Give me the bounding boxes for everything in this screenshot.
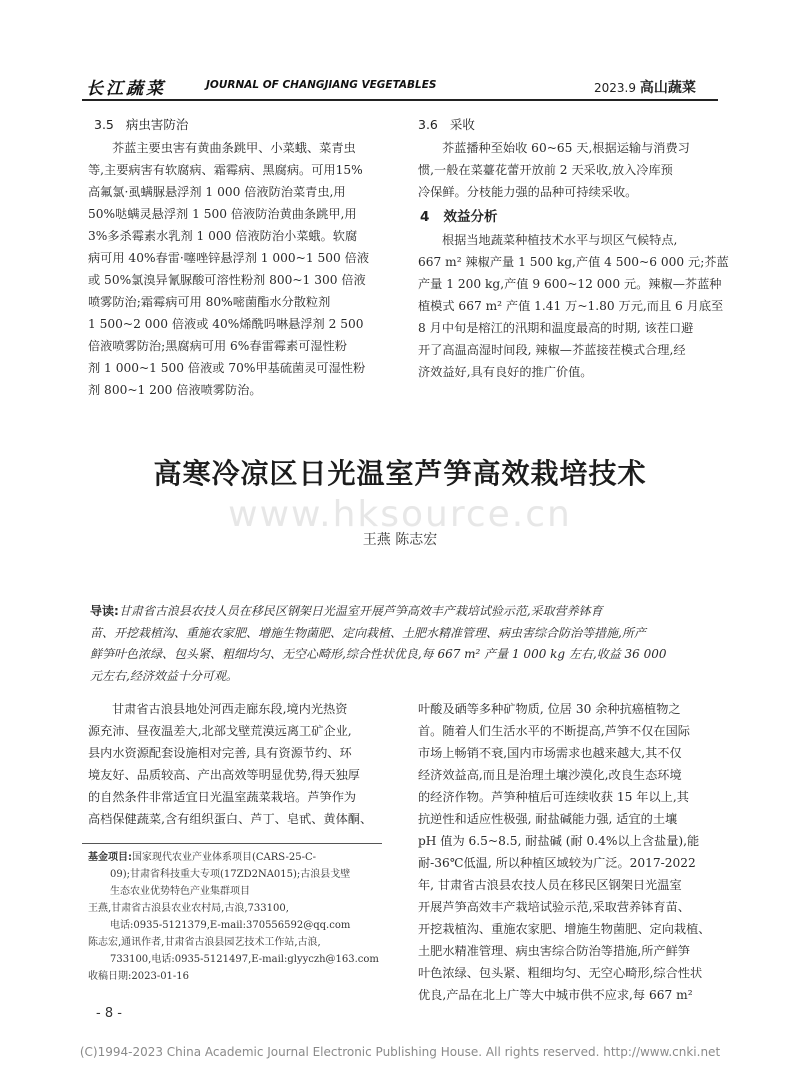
footnote-line: 生态农业优势特色产业集群项目 [110,886,250,897]
abstract-line: 鲜笋叶色浓绿、包头紧、粗细均匀、无空心畸形,综合性状优良,每 667 m² 产量 1 000 kg 左右,收益 36 000 [90,647,667,661]
authors: 王燕 陈志宏 [362,532,438,548]
abstract [90,601,667,687]
footnote-line: 733100,电话:0935-5121497,E-mail:glyyczh@163.com [110,954,379,965]
abstract-line: 元左右,经济效益十分可观。 [90,668,238,683]
footnotes [88,849,379,985]
section-3-5-body [88,137,369,401]
text-line: 耐-36℃低温, 所以种植区域较为广泛。2017-2022 [418,856,696,870]
received-date: 收稿日期:2023-01-16 [88,971,190,982]
section-4-body [418,229,729,383]
text-line: 开挖栽植沟、重施农家肥、增施生物菌肥、定向栽植、 [418,922,711,936]
text-line: 的自然条件非常适宜日光温室蔬菜栽培。芦笋作为 [88,790,357,804]
text-line: pH 值为 6.5~8.5, 耐盐碱 (耐 0.4%以上含盐量),能 [418,834,700,848]
text-line: 倍液喷雾防治;黑腐病可用 6%春雷霉素可湿性粉 [88,339,347,353]
section-title: 病虫害防治 [125,117,189,132]
section-title: 效益分析 [443,209,498,225]
text-line: 根据当地蔬菜种植技术水平与坝区气候特点, [442,233,678,247]
abstract-line: 苗、开挖栽植沟、重施农家肥、增施生物菌肥、定向栽植、土肥水精准管理、病虫害综合防治等措施,所产 [90,625,646,640]
text-line: 开展芦笋高效丰产栽培试验示范,采取营养钵育苗、 [418,900,690,914]
text-line: 源充沛、昼夜温差大,北部戈壁荒漠远离工矿企业, [88,724,352,738]
section-number: 3.6 [418,117,438,132]
text-line: 剂 1 000~1 500 倍液或 70%甲基硫菌灵可湿性粉 [88,361,366,375]
section-3-6-body [418,137,690,203]
text-line: 的经济作物。芦笋种植后可连续收获 15 年以上,其 [418,790,689,804]
section-4-heading [420,205,498,225]
text-line: 抗逆性和适应性极强, 耐盐碱能力强, 适宜的土壤 [418,812,678,826]
text-line: 或 50%氯溴异氰脲酸可溶性粉剂 800~1 300 倍液 [88,273,366,287]
text-line: 叶色浓绿、包头紧、粗细均匀、无空心畸形,综合性状 [418,966,703,980]
text-line: 3%多杀霉素水乳剂 1 000 倍液防治小菜蛾。软腐 [88,229,358,243]
text-line: 开了高温高湿时间段, 辣椒—芥蓝接茬模式合理,经 [418,343,686,357]
fund-text: 国家现代农业产业体系项目(CARS-25-C- [132,852,317,863]
text-line: 植模式 667 m² 产值 1.41 万~1.80 万元,而且 6 月底至 [418,299,724,313]
section-number: 4 [420,209,430,225]
section-title: 采收 [449,117,475,132]
text-line: 冷保鲜。分枝能力强的品种可持续采收。 [418,185,638,199]
text-line: 年, 甘肃省古浪县农技人员在移民区钢架日光温室 [418,878,682,892]
text-line: 优良,产品在北上广等大中城市供不应求,每 667 m² [418,988,693,1002]
text-line: 县内水资源配套设施相对完善, 具有资源节约、环 [88,746,352,760]
journal-logo: 长江蔬菜 [86,79,166,99]
journal-name: JOURNAL OF CHANGJIANG VEGETABLES [206,79,437,91]
article-title: 高寒冷凉区日光温室芦笋高效栽培技术 [153,457,647,490]
text-line: 病可用 40%春雷·噻唑锌悬浮剂 1 000~1 500 倍液 [88,251,370,265]
footnote-rule [82,843,382,844]
text-line: 667 m² 辣椒产量 1 500 kg,产值 4 500~6 000 元;芥蓝 [418,255,729,269]
body-left-column [88,698,372,830]
text-line: 50%哒螨灵悬浮剂 1 500 倍液防治黄曲条跳甲,用 [88,207,357,221]
footnote-line [88,849,379,866]
text-line: 高档保健蔬菜,含有组织蛋白、芦丁、皂甙、黄体酮、 [88,812,373,826]
footnote-line: 电话:0935-5121379,E-mail:370556592@qq.com [110,920,351,931]
footnote-line: 09);甘肃省科技重大专项(17ZD2NA015);古浪县戈壁 [110,869,351,880]
footnote-line: 王燕,甘肃省古浪县农业农村局,古浪,733100, [88,903,289,914]
page-number: - 8 - [96,1006,122,1021]
text-line: 济效益好,具有良好的推广价值。 [418,365,593,379]
text-line: 甘肃省古浪县地处河西走廊东段,境内光热资 [112,702,348,716]
abstract-label: 导读: [90,604,119,618]
issue-info [594,77,696,97]
text-line: 8 月中旬是榕江的汛期和温度最高的时期, 该茬口避 [418,321,694,335]
header-rule [82,99,718,101]
text-line: 首。随着人们生活水平的不断提高,芦笋不仅在国际 [418,724,690,738]
text-line: 市场上畅销不衰,国内市场需求也越来越大,其不仅 [418,746,682,760]
text-line: 芥蓝播种至始收 60~65 天,根据运输与消费习 [442,141,690,155]
text-line: 叶酸及硒等多种矿物质, 位居 30 余种抗癌植物之 [418,702,681,716]
text-line: 等,主要病害有软腐病、霜霉病、黑腐病。可用15% [88,163,363,177]
section-3-5-heading [94,115,188,133]
edition-label: 高山蔬菜 [639,80,696,96]
text-line: 高氟氯·虱螨脲悬浮剂 1 000 倍液防治菜青虫,用 [88,185,346,199]
text-line: 境友好、品质较高、产出高效等明显优势,得天独厚 [88,768,360,782]
text-line: 土肥水精准管理、病虫害综合防治等措施,所产鲜笋 [418,944,690,958]
text-line: 剂 800~1 200 倍液喷雾防治。 [88,383,262,397]
abstract-text: 甘肃省古浪县农技人员在移民区钢架日光温室开展芦笋高效丰产栽培试验示范,采取营养钵育 [118,604,603,618]
fund-label: 基金项目: [88,852,132,863]
body-right-column [418,698,711,1006]
text-line: 经济效益高,而且是治理土壤沙漠化,改良生态环境 [418,768,682,782]
abstract-line [90,601,667,623]
text-line: 芥蓝主要虫害有黄曲条跳甲、小菜蛾、菜青虫 [112,141,356,155]
issue-number: 2023.9 [594,81,636,95]
section-3-6-heading [418,115,475,133]
text-line: 惯,一般在菜薹花蕾开放前 2 天采收,放入冷库预 [418,163,673,177]
copyright-notice: (C)1994-2023 China Academic Journal Electronic Publishing House. All rights reserved. http://www.cnki.net [79,1045,721,1059]
watermark: www.hksource.cn [228,494,572,535]
footnote-line: 陈志宏,通讯作者,甘肃省古浪县园艺技术工作站,古浪, [88,937,321,948]
text-line: 1 500~2 000 倍液或 40%烯酰吗啉悬浮剂 2 500 [88,317,364,331]
section-number: 3.5 [94,117,114,132]
text-line: 产量 1 200 kg,产值 9 600~12 000 元。辣椒—芥蓝种 [418,277,722,291]
text-line: 喷雾防治;霜霉病可用 80%嘧菌酯水分散粒剂 [88,295,331,309]
